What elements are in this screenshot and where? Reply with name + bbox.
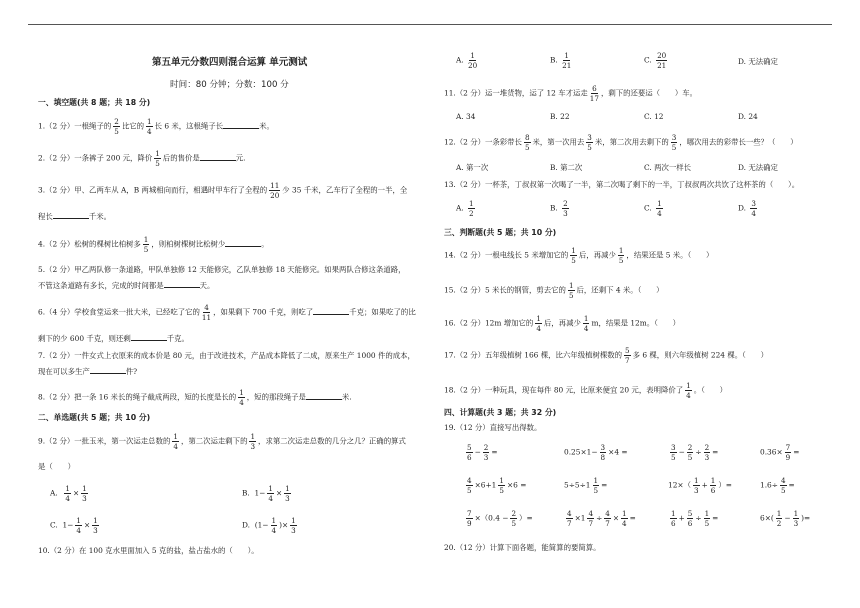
question-8: 8.（2 分）把一条 16 米长的绳子截成两段，短的长度是长的 $\frac{1}{4}$ ，短的那段绳子是 米. [38, 388, 352, 408]
calc-expression: $\frac{4}{5}$ ×6+1 $\frac{1}{5}$ ×6 = [467, 476, 527, 496]
fraction: $\frac{1}{5}$ [155, 149, 160, 169]
option-12b[interactable]: B. 第二次 [550, 163, 583, 172]
section-fill-blank: 一、填空题(共 8 题；共 18 分) [38, 98, 151, 107]
option-9a[interactable]: A. $\frac{1}{4}$ × $\frac{1}{3}$ [50, 484, 87, 504]
question-1: 1.（2 分）一根绳子的 $\frac{2}{5}$ 比它的 $\frac{1}{4}$ 长 6 米，这根绳子长 米。 [38, 117, 274, 137]
question-3-line-2: 程长 千米。 [38, 212, 111, 221]
option-11a[interactable]: A. 34 [456, 112, 476, 121]
fraction: $\frac{1}{5}$ [143, 235, 149, 255]
fraction: $\frac{3}{5}$ [671, 133, 677, 153]
page-subtitle: 时间：80 分钟；分数：100 分 [170, 80, 289, 90]
calc-expression: $\frac{7}{9}$ ×（0.4 − $\frac{2}{5}$ ）= [467, 509, 533, 529]
option-13a[interactable]: A. $\frac{1}{2}$ [456, 199, 474, 219]
option-10d[interactable]: D. 无法确定 [738, 57, 778, 66]
question-5: 5.（2 分）甲乙两队修一条道路，甲队单独修 12 天能修完，乙队单独修 18 天能修完。如果两队合修这条道路， [38, 265, 406, 274]
calc-expression: 12×（ $\frac{1}{3}$ + $\frac{1}{6}$ ）= [668, 476, 732, 496]
option-10b[interactable]: B. $\frac{1}{21}$ [550, 51, 572, 71]
question-14: 14.（2 分）一根电线长 5 米增加它的 $\frac{1}{5}$ 后，再减少 $\frac{1}{5}$ ，结果还是 5 米。（ ） [444, 246, 714, 266]
option-11b[interactable]: B. 22 [550, 112, 570, 121]
option-12d[interactable]: D. 无法确定 [738, 163, 778, 172]
option-9c[interactable]: C. 1− $\frac{1}{4}$ × $\frac{1}{3}$ [50, 516, 98, 536]
option-13c[interactable]: C. $\frac{1}{4}$ [644, 199, 662, 219]
calc-expression: 6×( $\frac{1}{2}$ − $\frac{1}{3}$ )= [760, 509, 811, 529]
fraction: $\frac{2}{5}$ [114, 117, 119, 137]
calc-expression: 0.25×1− $\frac{3}{8}$ ×4 = [564, 443, 628, 463]
top-rule [28, 24, 832, 25]
answer-blank[interactable] [306, 393, 342, 400]
fraction: $\frac{4}{11}$ [201, 303, 212, 323]
option-13b[interactable]: B. $\frac{2}{3}$ [550, 199, 568, 219]
question-6: 6.（4 分）学校食堂运来一批大米，已经吃了它的 $\frac{4}{11}$ ，如果剩下 700 千克，则吃了 千克；如果吃了的比 [38, 303, 416, 323]
answer-blank[interactable] [90, 367, 126, 374]
fraction: $\frac{1}{3}$ [250, 432, 256, 452]
question-2: 2.（2 分）一条裤子 200 元，降价 $\frac{1}{5}$ 后的售价是 元. [38, 149, 246, 169]
question-5-line-2: 不管这条道路有多长，完成的时间都是 天。 [38, 281, 215, 290]
answer-blank[interactable] [164, 281, 200, 288]
question-10: 10.（2 分）在 100 克水里面加入 5 克的盐，盐占盐水的（ ）。 [38, 546, 259, 555]
option-10a[interactable]: A. $\frac{1}{20}$ [456, 51, 478, 71]
option-9b[interactable]: B. 1− $\frac{1}{4}$ × $\frac{1}{3}$ [242, 484, 290, 504]
question-9: 9.（2 分）一批玉米，第一次运走总数的 $\frac{1}{4}$ ，第二次运走剩下的 $\frac{1}{3}$ ，求第二次运走总数的几分之几？正确的算式 [38, 432, 406, 452]
answer-blank[interactable] [53, 212, 89, 219]
fraction: $\frac{11}{20}$ [270, 181, 280, 201]
question-18: 18.（2 分）一种玩具，现在每件 80 元，比原来便宜 20 元，表明降价了 $\frac{1}{4}$ 。（ ） [444, 381, 728, 401]
option-11c[interactable]: C. 12 [644, 112, 664, 121]
question-12: 12.（2 分）一条彩带长 $\frac{8}{5}$ 米，第一次用去 $\frac{3}{5}$ 米，第二次用去剩下的 $\frac{3}{5}$ ，哪次用去的彩带长一些？（ ） [444, 133, 798, 153]
question-6-line-2: 剩下的少 600 千克，则还剩 千克。 [38, 334, 189, 343]
fraction: $\frac{1}{4}$ [239, 388, 244, 408]
question-7: 7.（2 分）一件女式上衣原来的成本价是 80 元，由于改进技术，产品成本降低了二成，原来生产 1000 件的成本， [38, 351, 415, 360]
section-true-false: 三、判断题(共 5 题；共 10 分) [444, 228, 557, 237]
option-12a[interactable]: A. 第一次 [456, 163, 489, 172]
question-9-line-2: 是（ ） [38, 462, 75, 471]
fraction: $\frac{6}{17}$ [589, 84, 599, 104]
fraction: $\frac{1}{4}$ [147, 117, 152, 137]
question-15: 15.（2 分）5 米长的钢管，剪去它的 $\frac{1}{5}$ 后，还剩下 4 米。（ ） [444, 281, 664, 301]
option-10c[interactable]: C. $\frac{20}{21}$ [644, 51, 667, 71]
question-4: 4.（2 分）松树的棵树比柏树多 $\frac{1}{5}$ ，则柏树棵树比松树少 。 [38, 235, 269, 255]
calc-expression: $\frac{3}{5}$ − $\frac{2}{5}$ ÷ $\frac{2}{3}$ = [671, 443, 719, 463]
answer-blank[interactable] [200, 154, 236, 161]
calc-expression: 1.6÷ $\frac{4}{5}$ = [760, 476, 795, 496]
question-11: 11.（2 分）运一堆货物，运了 12 车才运走 $\frac{6}{17}$ ，剩下的还要运（ ）车。 [444, 84, 698, 104]
question-7-line-2: 现在可以多生产 件? [38, 367, 138, 376]
fraction: $\frac{8}{5}$ [524, 133, 530, 153]
answer-blank[interactable] [313, 308, 349, 315]
answer-blank[interactable] [223, 122, 259, 129]
question-3: 3.（2 分）甲、乙两车从 A，B 两城相向而行，相遇时甲车行了全程的 $\frac{11}{20}$ 少 35 千米，乙车行了全程的一半，全 [38, 181, 408, 201]
section-single-choice: 二、单选题(共 5 题；共 10 分) [38, 413, 151, 422]
option-11d[interactable]: D. 24 [738, 112, 758, 121]
answer-blank[interactable] [131, 334, 167, 341]
question-16: 16.（2 分）12m 增加它的 $\frac{1}{4}$ 后，再减少 $\frac{1}{4}$ m，结果是 12m。（ ） [444, 314, 681, 334]
question-20: 20.（12 分）计算下面各题，能简算的要简算。 [444, 543, 601, 552]
section-calculation: 四、计算题(共 3 题；共 32 分) [444, 408, 557, 417]
fraction: $\frac{1}{4}$ [173, 432, 178, 452]
option-9d[interactable]: D. (1− $\frac{1}{4}$ )× $\frac{1}{3}$ [242, 516, 296, 536]
page-title: 第五单元分数四则混合运算 单元测试 [152, 57, 308, 68]
question-13: 13.（2 分）一杯茶，丁叔叔第一次喝了一半，第二次喝了剩下的一半，丁叔叔两次共饮了这杯茶的（ ）。 [444, 180, 800, 189]
option-12c[interactable]: C. 两次一样长 [644, 163, 692, 172]
question-17: 17.（2 分）五年级植树 166 棵，比六年级植树棵数的 $\frac{5}{7}$ 多 6 棵，则六年级植树 224 棵。（ ） [444, 346, 768, 366]
fraction: $\frac{3}{5}$ [587, 133, 592, 153]
answer-blank[interactable] [225, 240, 261, 247]
option-13d[interactable]: D. $\frac{3}{4}$ [738, 199, 756, 219]
calc-expression: 0.36× $\frac{7}{9}$ = [760, 443, 800, 463]
calc-expression: 5÷5÷1 $\frac{1}{5}$ = [564, 476, 608, 496]
calc-expression: $\frac{4}{7}$ ×1 $\frac{4}{7}$ ÷ $\frac{4}{7}$ × $\frac{1}{4}$ = [567, 509, 636, 529]
question-19: 19.（12 分）直接写出得数。 [444, 423, 542, 432]
calc-expression: $\frac{5}{6}$ − $\frac{2}{3}$ = [467, 443, 498, 463]
calc-expression: $\frac{1}{6}$ + $\frac{5}{6}$ ÷ $\frac{1}{5}$ = [671, 509, 719, 529]
